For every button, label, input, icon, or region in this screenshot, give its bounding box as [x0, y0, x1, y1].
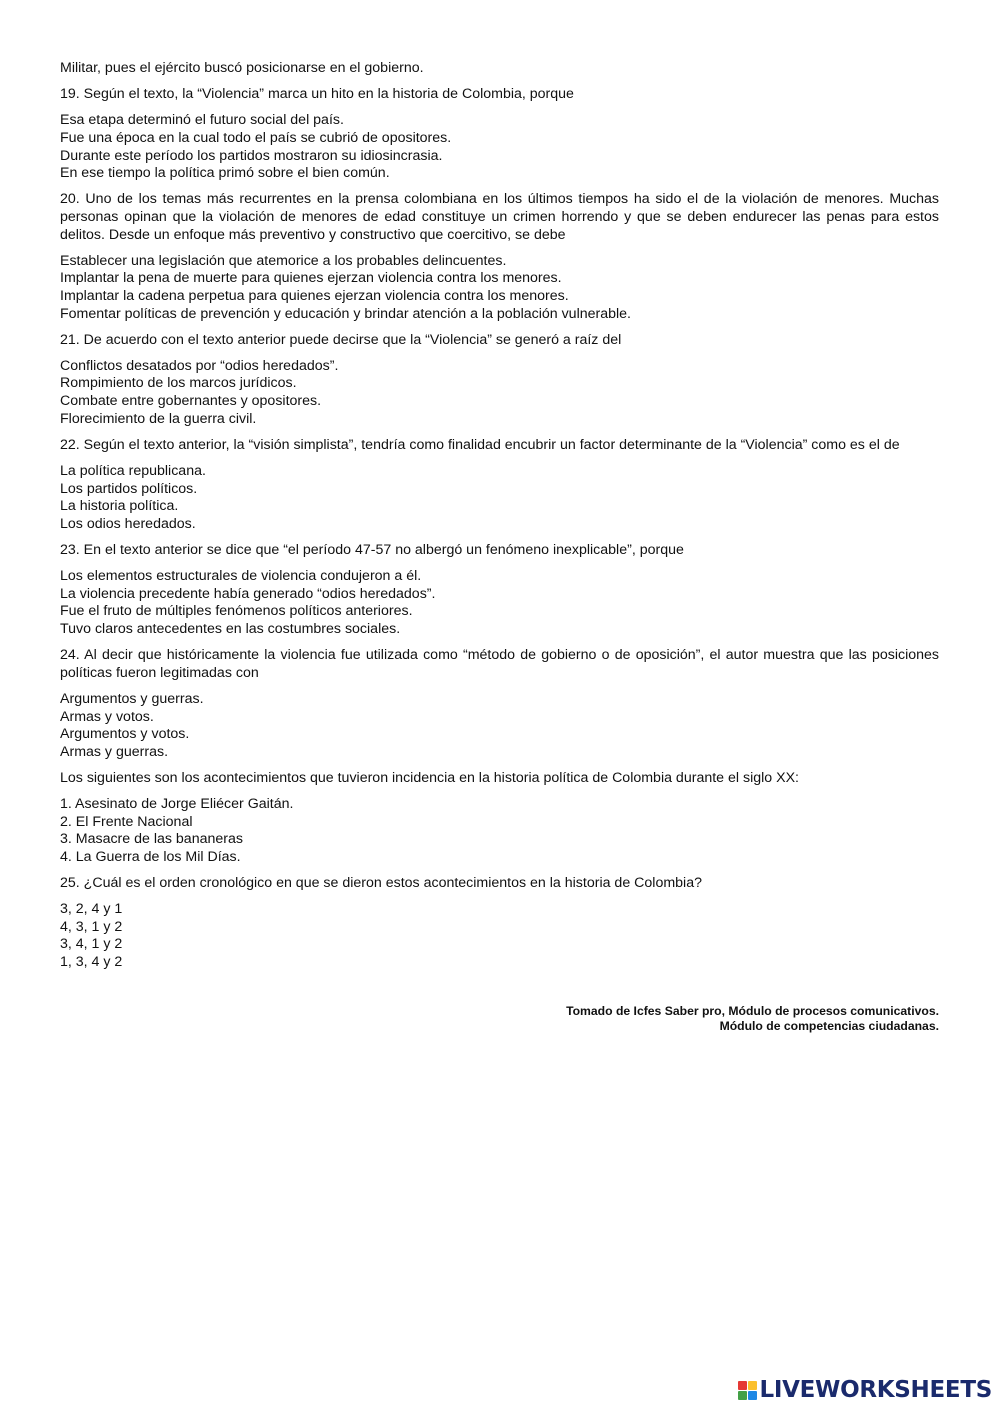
mark-cell	[748, 1391, 757, 1400]
answer-option[interactable]: Tuvo claros antecedentes en las costumbres sociales.	[60, 620, 401, 637]
answer-option[interactable]: Fomentar políticas de prevención y educación y brindar atención a la población vulnerable.	[60, 305, 631, 322]
question-22: 22. Según el texto anterior, la “visión simplista”, tendría como finalidad encubrir un factor determinante de la “Violencia” como es el de	[60, 436, 900, 453]
intro-line: Militar, pues el ejército buscó posicionarse en el gobierno.	[60, 60, 424, 76]
question-25: 25. ¿Cuál es el orden cronológico en que se dieron estos acontecimientos en la historia de Colombia?	[60, 875, 702, 892]
liveworksheets-mark-icon	[738, 1381, 757, 1400]
answer-option[interactable]: Implantar la pena de muerte para quienes ejerzan violencia contra los menores.	[60, 270, 562, 287]
answer-option[interactable]: La violencia precedente había generado “odios heredados”.	[60, 585, 436, 602]
question-24: 24. Al decir que históricamente la violencia fue utilizada como “método de gobierno o de oposición”, el autor muestra que las posiciones políticas fueron legitimadas con	[60, 647, 939, 681]
event-item: 3. Masacre de las bananeras	[60, 831, 243, 848]
event-item: 2. El Frente Nacional	[60, 813, 193, 830]
answer-option[interactable]: 3, 2, 4 y 1	[60, 901, 123, 918]
mark-cell	[738, 1391, 747, 1400]
answer-option[interactable]: Los odios heredados.	[60, 515, 196, 532]
question-23: 23. En el texto anterior se dice que “el período 47-57 no albergó un fenómeno inexplicable”, porque	[60, 542, 684, 558]
answer-option[interactable]: 3, 4, 1 y 2	[60, 936, 123, 953]
question-21-options	[60, 358, 939, 428]
question-19: 19. Según el texto, la “Violencia” marca un hito en la historia de Colombia, porque	[60, 86, 574, 103]
mark-cell	[748, 1381, 757, 1390]
answer-option[interactable]: Los elementos estructurales de violencia condujeron a él.	[60, 568, 422, 585]
credits-line-1: Tomado de Icfes Saber pro, Módulo de procesos comunicativos.	[566, 1004, 939, 1019]
answer-option[interactable]: La política republicana.	[60, 463, 206, 480]
answer-option[interactable]: Argumentos y guerras.	[60, 690, 204, 707]
question-23-options	[60, 568, 939, 638]
answer-option[interactable]: Armas y votos.	[60, 708, 154, 725]
answer-option[interactable]: Argumentos y votos.	[60, 726, 190, 743]
spacer	[60, 980, 939, 1004]
answer-option[interactable]: Fue una época en la cual todo el país se cubrió de opositores.	[60, 129, 452, 146]
question-24-options	[60, 691, 939, 761]
answer-option[interactable]: Rompimiento de los marcos jurídicos.	[60, 375, 297, 392]
answer-option[interactable]: Combate entre gobernantes y opositores.	[60, 393, 322, 410]
answer-option[interactable]: Fue el fruto de múltiples fenómenos políticos anteriores.	[60, 603, 413, 620]
answer-option[interactable]: Establecer una legislación que atemorice a los probables delincuentes.	[60, 252, 507, 269]
question-22-options	[60, 463, 939, 533]
mark-cell	[738, 1381, 747, 1390]
answer-option[interactable]: La historia política.	[60, 498, 179, 515]
answer-option[interactable]: 4, 3, 1 y 2	[60, 918, 123, 935]
event-item: 1. Asesinato de Jorge Eliécer Gaitán.	[60, 796, 294, 813]
question-20: 20. Uno de los temas más recurrentes en la prensa colombiana en los últimos tiempos ha sido el de la violación de menores. Muchas personas opinan que la violación de menores de edad constituye un crimen horrendo y que se deben endurecer las penas para estos delitos. Desde un enfoque más preventivo y constructivo que coercitivo, se debe	[60, 191, 939, 243]
answer-option[interactable]: Los partidos políticos.	[60, 480, 198, 497]
answer-option[interactable]: Durante este período los partidos mostraron su idiosincrasia.	[60, 147, 443, 164]
answer-option[interactable]: Florecimiento de la guerra civil.	[60, 410, 257, 427]
event-item: 4. La Guerra de los Mil Días.	[60, 848, 241, 865]
answer-option[interactable]: 1, 3, 4 y 2	[60, 954, 123, 971]
question-25-options	[60, 901, 939, 971]
credits-line-2: Módulo de competencias ciudadanas.	[719, 1019, 939, 1034]
worksheet-page	[60, 60, 939, 1034]
events-list	[60, 796, 939, 866]
events-intro: Los siguientes son los acontecimientos que tuvieron incidencia en la historia política de Colombia durante el siglo XX:	[60, 769, 799, 786]
answer-option[interactable]: Armas y guerras.	[60, 743, 169, 760]
question-21: 21. De acuerdo con el texto anterior puede decirse que la “Violencia” se generó a raíz del	[60, 331, 622, 348]
liveworksheets-logo	[738, 1377, 992, 1403]
source-credits	[60, 1004, 939, 1034]
answer-option[interactable]: Implantar la cadena perpetua para quienes ejerzan violencia contra los menores.	[60, 287, 569, 304]
answer-option[interactable]: Conflictos desatados por “odios heredados”.	[60, 357, 339, 374]
question-20-options	[60, 253, 939, 323]
answer-option[interactable]: En ese tiempo la política primó sobre el bien común.	[60, 165, 390, 182]
question-19-options	[60, 112, 939, 182]
answer-option[interactable]: Esa etapa determinó el futuro social del país.	[60, 112, 344, 129]
logo-wordmark: LIVEWORKSHEETS	[759, 1377, 992, 1403]
